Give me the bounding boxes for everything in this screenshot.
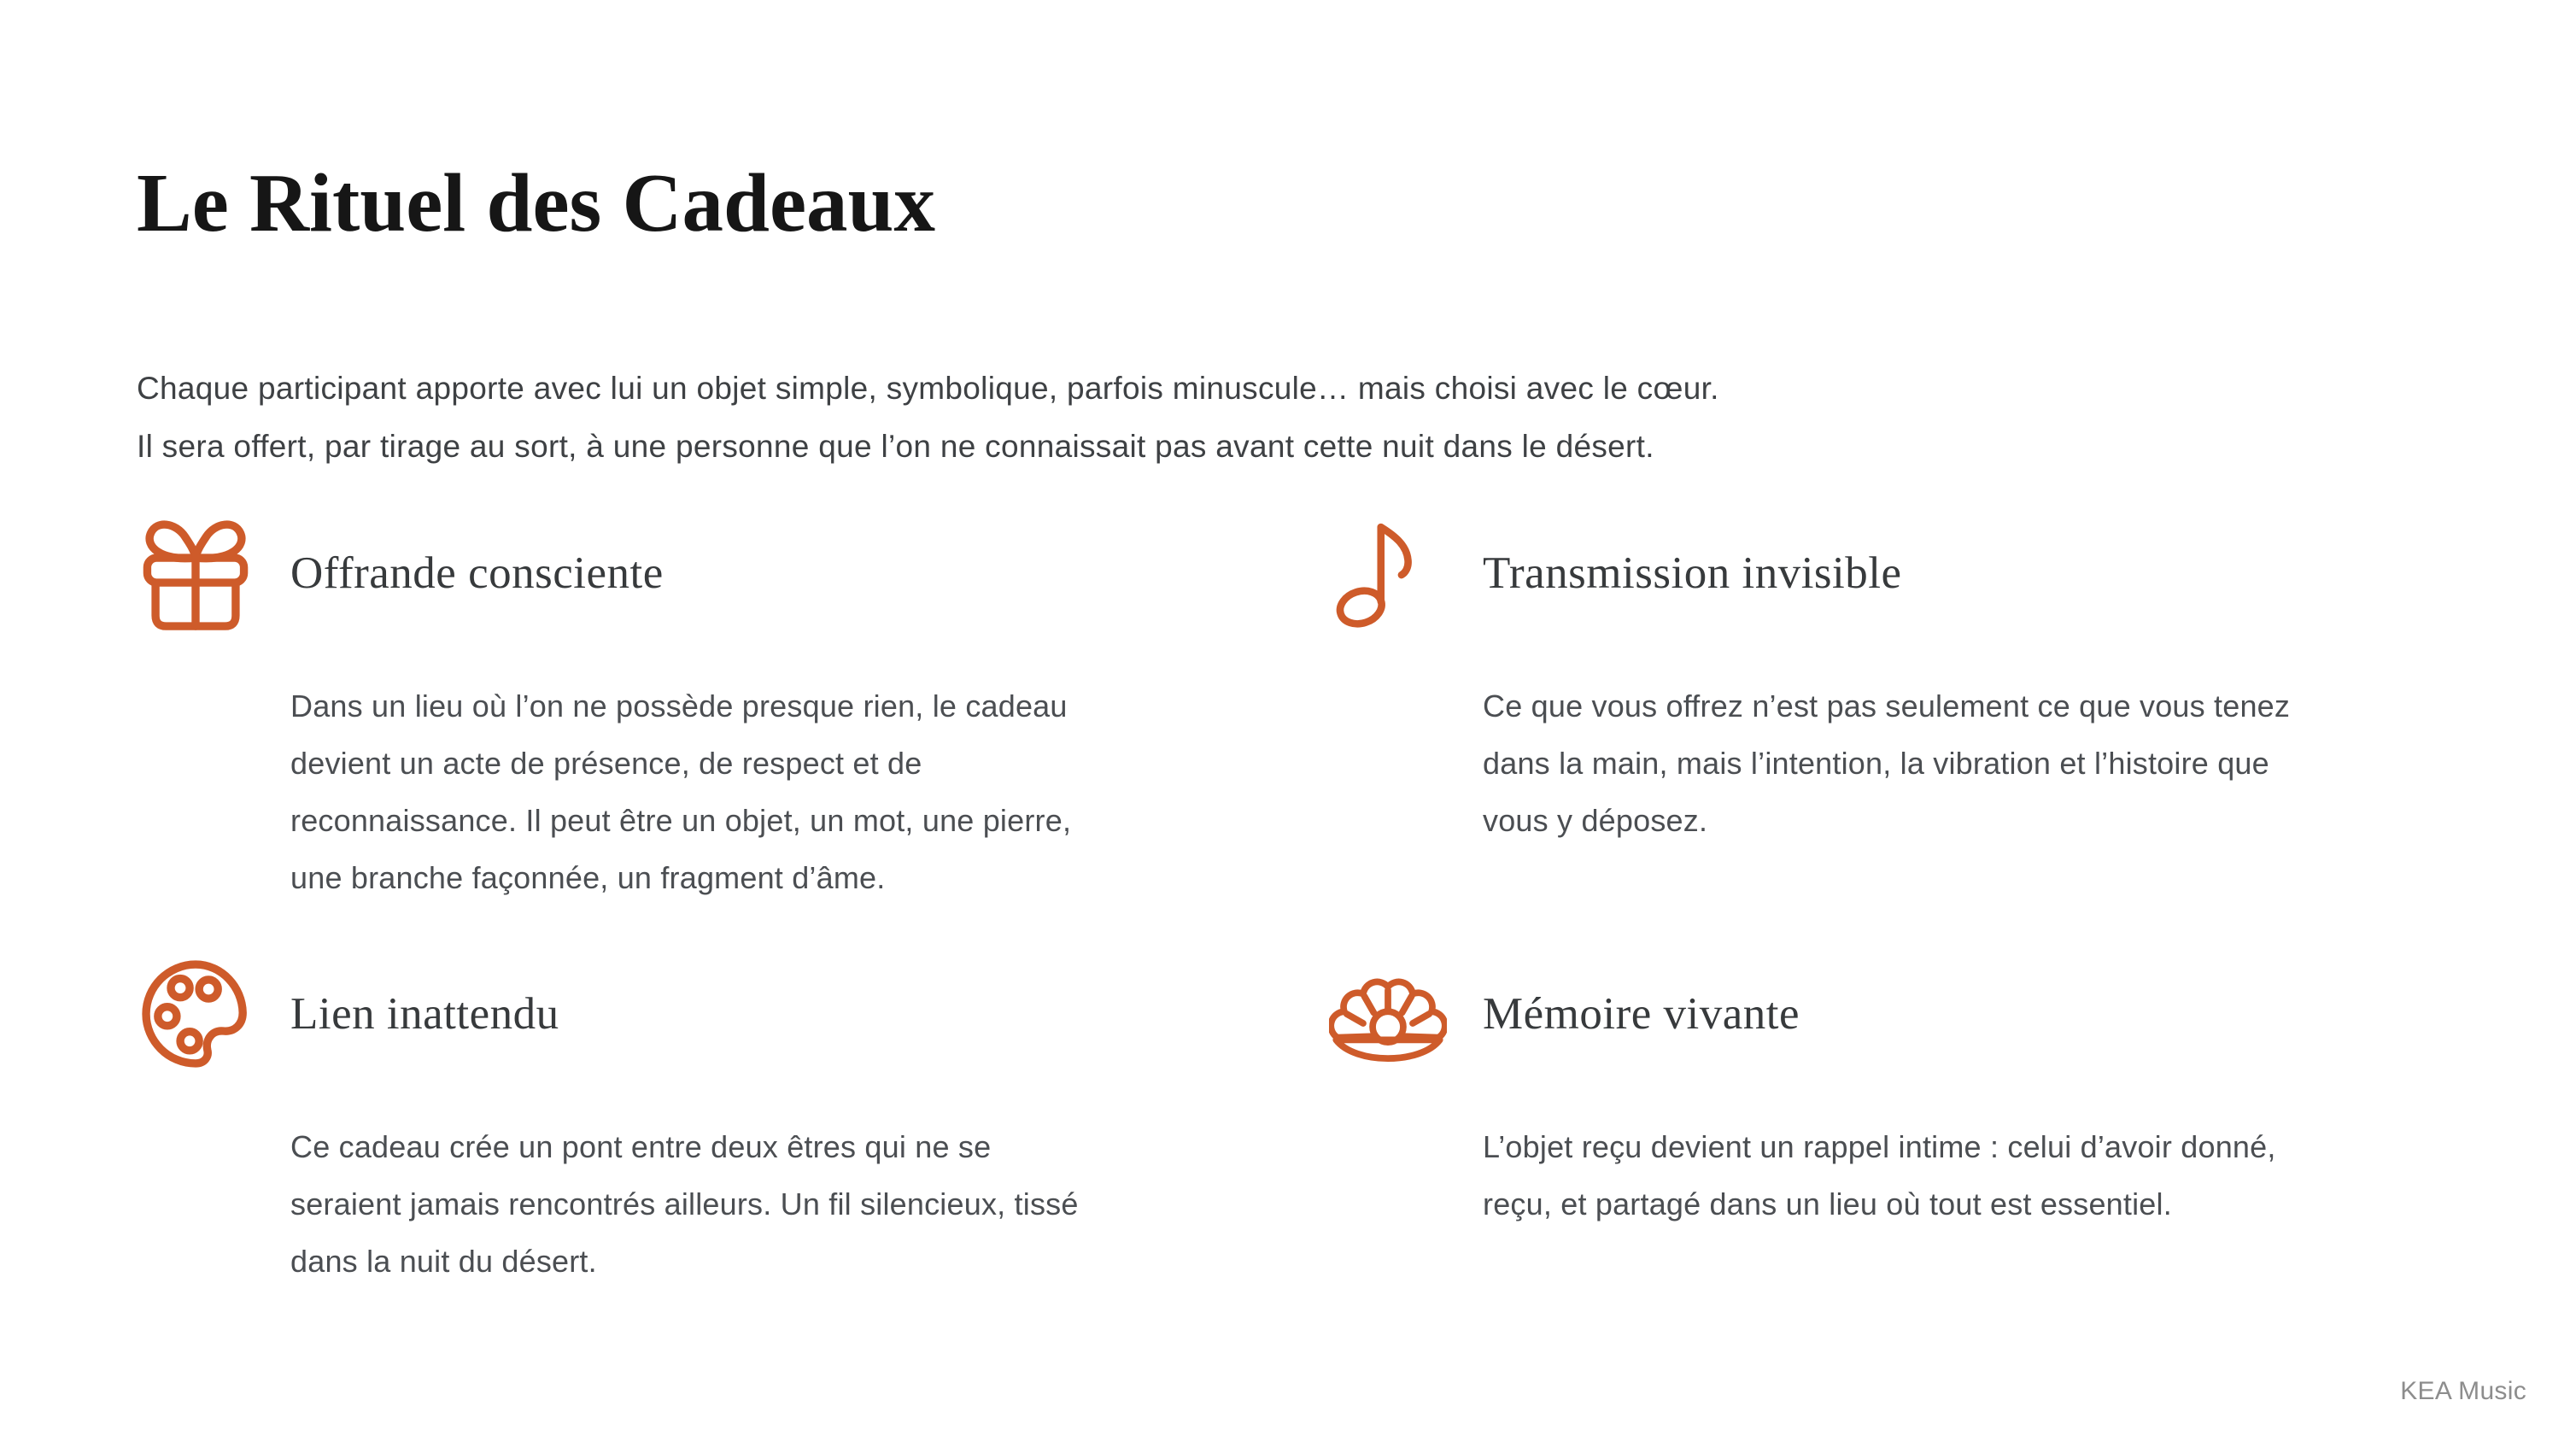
feature-text [290, 1118, 1247, 1290]
feature-text [290, 677, 1247, 906]
feature-text [1483, 677, 2439, 849]
feature-text-line: dans la main, mais l’intention, la vibration et l’histoire que [1483, 745, 2269, 781]
feature-head [137, 513, 1247, 633]
intro-line: Chaque participant apporte avec lui un objet simple, symbolique, parfois minuscule… mais choisi avec le cœur. [137, 370, 1719, 406]
feature-text-line: Ce que vous offrez n’est pas seulement ce que vous tenez [1483, 688, 2291, 724]
feature-text-line: L’objet reçu devient un rappel intime : celui d’avoir donné, [1483, 1128, 2276, 1164]
feature-title: Lien inattendu [290, 988, 559, 1039]
feature-card-lien-inattendu [137, 954, 1247, 1290]
page-title: Le Rituel des Cadeaux [137, 157, 935, 249]
feature-text-line: devient un acte de présence, de respect et de [290, 745, 922, 781]
feature-text-line: Ce cadeau crée un pont entre deux êtres qui ne se [290, 1128, 992, 1164]
music-note-icon [1329, 513, 1447, 633]
feature-text-line: une branche façonnée, un fragment d’âme. [290, 859, 886, 895]
feature-card-memoire-vivante [1329, 954, 2439, 1290]
footer-brand: KEA Music [2400, 1377, 2526, 1405]
palette-icon [137, 954, 255, 1074]
feature-head [137, 954, 1247, 1074]
feature-head [1329, 954, 2439, 1074]
feature-title: Mémoire vivante [1483, 988, 1800, 1039]
gift-icon [137, 513, 255, 633]
feature-text-line: dans la nuit du désert. [290, 1243, 597, 1279]
feature-text-line: reconnaissance. Il peut être un objet, un mot, une pierre, [290, 802, 1072, 838]
feature-text-line: Dans un lieu où l’on ne possède presque rien, le cadeau [290, 688, 1068, 724]
feature-head [1329, 513, 2439, 633]
feature-card-offrande-consciente [137, 513, 1247, 906]
intro-line: Il sera offert, par tirage au sort, à une personne que l’on ne connaissait pas avant cette nuit dans le désert. [137, 428, 1654, 464]
shell-pearl-icon [1329, 954, 1447, 1074]
feature-text [1483, 1118, 2439, 1233]
feature-title: Offrande consciente [290, 548, 664, 598]
features-grid [137, 513, 2439, 1290]
feature-text-line: vous y déposez. [1483, 802, 1708, 838]
feature-text-line: reçu, et partagé dans un lieu où tout est essentiel. [1483, 1186, 2172, 1221]
feature-title: Transmission invisible [1483, 548, 1902, 598]
feature-card-transmission-invisible [1329, 513, 2439, 906]
feature-text-line: seraient jamais rencontrés ailleurs. Un fil silencieux, tissé [290, 1186, 1079, 1221]
intro-paragraph [137, 360, 2439, 476]
